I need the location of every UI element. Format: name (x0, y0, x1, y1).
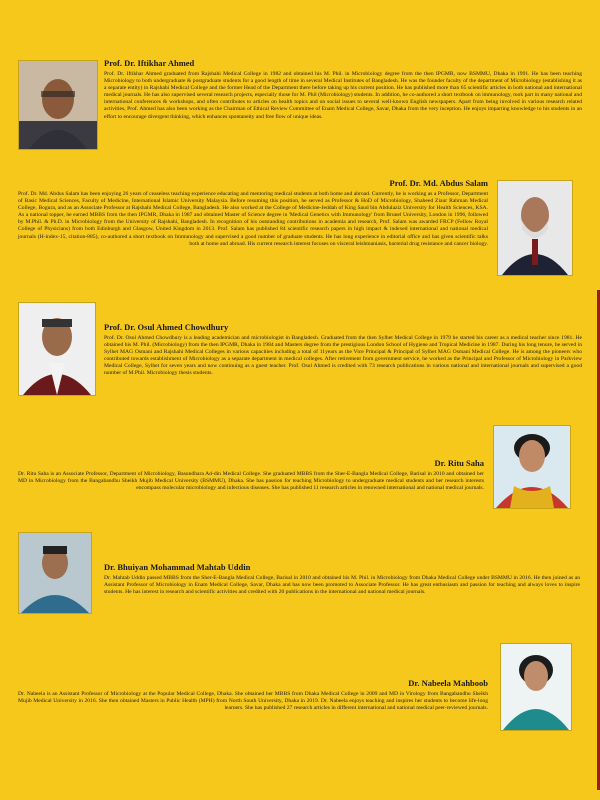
profile-photo-nabeela-mahboob (500, 643, 572, 731)
profile-bio: Dr. Nabeela is an Assistant Professor of Microbiology at the Popular Medical College, Dhaka. She obtained her MBBS from Dhaka Medical College in 2009 and MD in Virology from Bangabandhu Sheikh Mujib Medical University in 2016. She then obtained Masters in Public Health (MPH) from North South University, Dhaka in 2019. Dr. Nabeela enjoys teaching and inspires her students to become life-long learners. She has published 27 research articles in different international and national medical peer-reviewed journals. (18, 691, 488, 712)
profile-photo-osul-ahmed (18, 302, 96, 396)
profile-name: Prof. Dr. Osul Ahmed Chowdhury (104, 322, 229, 332)
profile-name: Dr. Bhuiyan Mohammad Mahtab Uddin (104, 562, 251, 572)
profile-bio: Prof. Dr. Md. Abdus Salam has been enjoying 26 years of ceaseless teaching experience educating and mentoring medical students at both home and abroad. Currently, he is working as a Professor, Department of Basic Medical Sciences, Faculty of Medicine, International Islamic University Malaysia. Before resuming this position, he served as Professor & HoD of Microbiology, Shaheed Ziaur Rahman Medical College, Bogura, and as an Associate Professor at Rajshahi Medical College, Bangladesh. He also worked at the College of Medicine-Jeddah of King Saud bin Abdulaziz University for Health Sciences, KSA. As a national topper, he earned MBBS from the then IPGMR, Dhaka in 1987 and obtained Master of Science degree in 'Medical Genetics with Immunology' from Brunel University, London in 1996, followed by M.Phil. & Ph.D. in Microbiology from the University of Rajshahi, Bangladesh. In recognition of his outstanding contributions in academia and research, Prof. Salam was awarded FRCP (Fellow Royal College of Physicians) from both Edinburgh and Glasgow, United Kingdom in 2013. Prof. Salam has published 84 scientific research papers in high impact & indexed international and national medical journals (H-index-15, citation-885), co-authored a short textbook on Immunology and supervised a good number of graduate students. He has long experience in editorial office and has given scientific talks both at home and abroad. His current research interest focuses on visceral leishmaniasis, bacterial drug resistance and cancer biology. (18, 191, 488, 247)
profile-name: Prof. Dr. Iftikhar Ahmed (104, 58, 195, 68)
profile-bio: Dr. Ritu Saha is an Associate Professor, Department of Microbiology, Basundhara Ad-din Medical College. She graduated MBBS from the Sher-E-Bangla Medical College, Barisal in 2010 and obtained her MD in Microbiology from the Bangabandhu Sheikh Mujib Medical University (BSMMU), Dhaka. She has passion for teaching Microbiology to undergraduate medical students and her research interests encompass molecular microbiology and infectious diseases. She has published 11 research articles in renowned international and national medical journals. (18, 471, 484, 492)
profile-ritu-saha (18, 458, 484, 492)
profile-mahtab-uddin (104, 562, 580, 596)
profile-name: Dr. Ritu Saha (434, 458, 484, 468)
profile-abdus-salam (18, 178, 488, 248)
profile-name: Dr. Nabeela Mahboob (408, 678, 488, 688)
profile-nabeela-mahboob (18, 678, 488, 712)
profile-photo-mahtab-uddin (18, 532, 92, 614)
profile-bio: Prof. Dr. Osul Ahmed Chowdhury is a leading academician and microbiologist in Bangladesh. Graduated from the then Sylhet Medical College in 1979 he started his career as a medical teacher since 1981. He obtained his M. Phil. (Microbiology) from the then IPGMR, Dhaka in 1984 and Masters degree from the prestigious London School of Hygiene and Tropical Medicine in 1987. During his long tenure, he served in Sylhet MAG Osmani and Rajshahi Medical Colleges in various capacities including a total of 11years as the Vice Principal & Principal of Sylhet MAG Osmani Medical College. He is among the pioneers who contributed towards establishment of Microbiology as a separate department in medical colleges. After retirement from government service, he worked as the Principal and Professor of Microbiology in Parkview Medical College, Sylhet for seven years and now continuing as a guest teacher. Prof. Osul Ahmed is credited with 73 research publications in various national and international journals and supervised a good number of M.Phil. Microbiology thesis students. (104, 335, 582, 377)
profile-photo-ritu-saha (493, 425, 571, 509)
profile-bio: Dr. Mahtab Uddin passed MBBS from the Sher-E-Bangla Medical College, Barisal in 2010 and obtained his M. Phil. in Microbiology from Dhaka Medical College under BSMMU in 2016. He then joined as an Assistant Professor of Microbiology in Enam Medical College, Savar, Dhaka and has now been promoted to Associate Professor. He has great enthusiasm and passion for teaching and always loves to inspire students. He has interest in research and scientific activities and credited with 20 publications in the international and national medical journals. (104, 575, 580, 596)
profile-bio: Prof. Dr. Iftikhar Ahmed graduated from Rajshahi Medical College in 1982 and obtained his M. Phil. in Microbiology degree from the then IPGMR, now BSMMU, Dhaka in 1991. He has been teaching Microbiology to both undergraduate & postgraduate students for a good length of time in several Medical Institutes of Bangladesh. He was the founder faculty of the department of Microbiology (establishing it as a separate entity) in Rajshahi Medical College and the former Head of the Department there before taking up his current position. He has published more than 65 scientific articles in both national and international medical journals. He has also supervised several research projects, especially those for M. Phil (Microbiology) students. In addition, he co-authored a short textbook on immunology, took part in many national and international conferences & workshops, and often contributes to articles on health topics and on social issues to several well-known English newspapers. Apart from being involved in various research related activities, Prof. Ahmed has also been working as the Chairman of Ethical Review Committee of Enam Medical College, Savar, Dhaka from the very inception. He enjoys imparting knowledge to his students in an effort to encourage divergent thinking, which enhances spontaneity and free flow of unique ideas. (104, 71, 582, 120)
profile-photo-iftikhar-ahmed (18, 60, 98, 150)
profile-photo-abdus-salam (497, 180, 573, 276)
profile-name: Prof. Dr. Md. Abdus Salam (389, 178, 488, 188)
profile-iftikhar-ahmed (104, 58, 582, 121)
profile-osul-ahmed (104, 322, 582, 378)
